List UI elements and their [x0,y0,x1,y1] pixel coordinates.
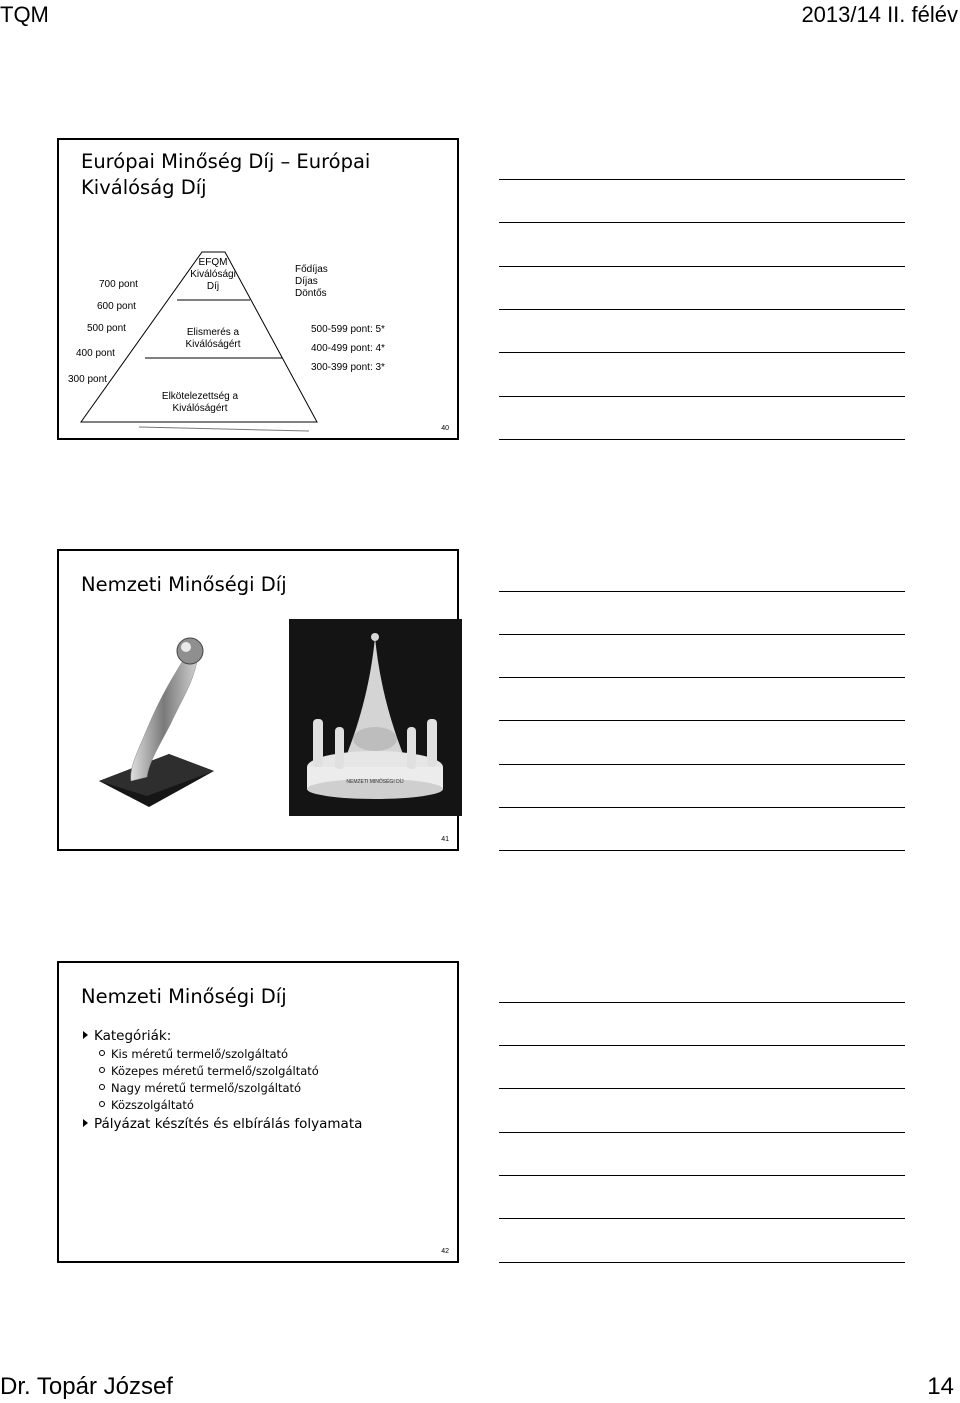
bullet-text: Pályázat készítés és elbírálás folyamata [94,1116,363,1132]
slide-number: 42 [441,1248,449,1255]
slide-42 [57,961,459,1263]
pyramid-top-label-1: EFQM [198,257,228,268]
slide-title: Nemzeti Minőségi Díj [81,985,287,1008]
point-label-300: 300 pont [68,374,107,385]
slide-number: 40 [441,425,449,432]
slide-title-line2: Kiválóság Díj [81,176,207,199]
pyramid-mid-label-2: Kiválóságért [185,339,241,350]
sub-item-text: Közepes méretű termelő/szolgáltató [111,1064,319,1078]
point-label-600: 600 pont [97,301,136,312]
slide-title-line1: Európai Minőség Díj – Európai [81,150,371,173]
award-winner: Fődíjas [295,264,328,275]
level-3-star: 300-399 pont: 3* [311,362,385,373]
pyramid-base-shadow [139,427,309,431]
pyramid-top-label-2: Kiválósági [190,269,236,280]
sub-item [99,1098,194,1112]
sub-item-text: Kis méretű termelő/szolgáltató [111,1047,289,1061]
level-4-star: 400-499 pont: 4* [311,343,385,354]
slide-40 [57,138,459,440]
slide-title: Nemzeti Minőségi Díj [81,573,287,596]
bullet-categories [83,1028,171,1044]
point-label-400: 400 pont [76,348,115,359]
triangle-bullet-icon [83,1031,88,1039]
footer-author: Dr. Topár József [0,1373,173,1400]
slide-number: 41 [441,836,449,843]
point-label-500: 500 pont [87,323,126,334]
award-finalist: Döntős [295,288,327,299]
circle-bullet-icon [99,1084,105,1090]
circle-bullet-icon [99,1101,105,1107]
porcelain-award-image [289,619,462,816]
sub-item [99,1081,301,1095]
slide-41 [57,549,459,851]
bullet-text: Kategóriák: [94,1028,172,1044]
bullet-application-process [83,1116,362,1132]
header-semester: 2013/14 II. félév [801,2,958,27]
level-5-star: 500-599 pont: 5* [311,324,385,335]
sub-item [99,1064,319,1078]
circle-bullet-icon [99,1050,105,1056]
sub-item-text: Nagy méretű termelő/szolgáltató [111,1081,302,1095]
header-course: TQM [0,2,49,27]
sub-item [99,1047,288,1061]
award-plinth-label: NEMZETI MINŐSÉGI DÍJ [346,779,404,785]
pyramid-top-label-3: Díj [206,281,220,292]
triangle-bullet-icon [83,1119,88,1127]
circle-bullet-icon [99,1067,105,1073]
pyramid-bottom-label-1: Elkötelezettség a [161,391,239,402]
pyramid-bottom-label-2: Kiválóságért [172,403,228,414]
award-prize: Díjas [295,276,318,287]
trophy-sphere [177,638,203,664]
sub-item-text: Közszolgáltató [111,1098,194,1112]
point-label-700: 700 pont [99,279,138,290]
footer-page-number: 14 [927,1373,954,1400]
crystal-trophy-image [89,631,219,811]
pyramid-mid-label-1: Elismerés a [186,327,240,338]
